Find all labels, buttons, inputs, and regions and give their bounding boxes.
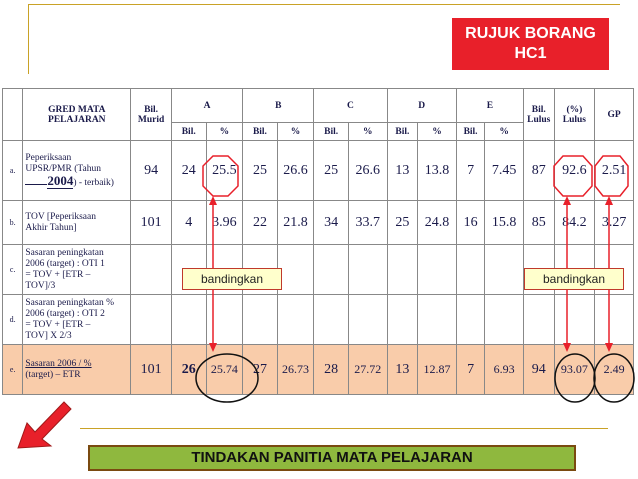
row-number: d. [3,295,23,345]
row-description: Sasaran 2006 / % (target) – ETR [23,345,131,395]
col-a: A [171,89,242,123]
cell-e-pct: 15.8 [485,201,524,245]
cell-d-pct: 12.87 [418,345,457,395]
col-bil-lulus: Bil. Lulus [523,89,554,141]
tindakan-panitia-banner: TINDAKAN PANITIA MATA PELAJARAN [88,445,576,471]
row-number: b. [3,201,23,245]
compare-arrowhead-a-up [209,196,217,205]
compare-callout-left: bandingkan [182,268,282,290]
cell-murid: 94 [131,141,172,201]
cell-lulus: 87 [523,141,554,201]
cell-b-bil: 27 [243,345,278,395]
col-d: D [387,89,456,123]
row-number: e. [3,345,23,395]
cell-c-bil: 34 [314,201,349,245]
sub-bil: Bil. [314,123,349,141]
cell-d-bil: 25 [387,201,418,245]
cell-lulus: 94 [523,345,554,395]
cell-b-bil: 25 [243,141,278,201]
cell-e-pct: 6.93 [485,345,524,395]
cell-c-pct: 27.72 [348,345,387,395]
col-gred: GRED MATA PELAJARAN [23,89,131,141]
compare-arrowhead-a-down [209,343,217,352]
cell-a-pct: 25.5 [206,141,243,201]
sub-bil: Bil. [456,123,484,141]
compare-arrowhead-pct-down [563,343,571,352]
sub-pct: % [277,123,314,141]
cell-b-pct: 26.6 [277,141,314,201]
row-number: c. [3,245,23,295]
rujuk-line-1: RUJUK BORANG [465,25,596,42]
cell-a-bil: 26 [171,345,206,395]
sub-pct: % [348,123,387,141]
cell-a-bil: 24 [171,141,206,201]
cell-a-pct: 3.96 [206,201,243,245]
cell-a-bil: 4 [171,201,206,245]
cell-d-bil: 13 [387,141,418,201]
highlight-octagon-gp [595,156,628,196]
highlight-octagon-a-pct [203,156,238,196]
cell-gp: 2.49 [595,345,634,395]
sub-pct: % [418,123,457,141]
sub-bil: Bil. [171,123,206,141]
compare-arrowhead-gp-up [605,196,613,205]
row-number: a. [3,141,23,201]
cell-d-bil: 13 [387,345,418,395]
cell-e-pct: 7.45 [485,141,524,201]
sub-bil: Bil. [387,123,418,141]
cell-pct-lulus: 84.2 [554,201,595,245]
cell-d-pct: 13.8 [418,141,457,201]
cell-b-pct: 21.8 [277,201,314,245]
compare-arrowhead-gp-down [605,343,613,352]
col-e: E [456,89,523,123]
cell-murid: 101 [131,201,172,245]
cell-c-pct: 33.7 [348,201,387,245]
cell-c-bil: 25 [314,141,349,201]
cell-gp: 2.51 [595,141,634,201]
cell-c-bil: 28 [314,345,349,395]
cell-a-pct: 25.74 [206,345,243,395]
row-description: Peperiksaan UPSR/PMR (Tahun 2004) - terbaik) [23,141,131,201]
cell-b-bil: 22 [243,201,278,245]
cell-d-pct: 24.8 [418,201,457,245]
cell-gp: 3.27 [595,201,634,245]
compare-callout-right: bandingkan [524,268,624,290]
sub-bil: Bil. [243,123,278,141]
col-b: B [243,89,314,123]
pointer-arrow-icon [18,402,71,448]
sub-pct: % [485,123,524,141]
sub-pct: % [206,123,243,141]
highlight-ellipse-gp [594,354,634,402]
col-pct-lulus: (%) Lulus [554,89,595,141]
compare-arrowhead-pct-up [563,196,571,205]
highlight-ellipse-pct-lulus [555,354,595,402]
cell-pct-lulus: 93.07 [554,345,595,395]
highlight-octagon-pct-lulus [554,156,592,196]
highlight-ellipse-a-pct [196,354,258,402]
cell-e-bil: 7 [456,141,484,201]
cell-pct-lulus: 92.6 [554,141,595,201]
cell-c-pct: 26.6 [348,141,387,201]
cell-b-pct: 26.73 [277,345,314,395]
row-description: Sasaran peningkatan % 2006 (target) : OTI 2 = TOV + [ETR – TOV] X 2/3 [23,295,131,345]
row-description: Sasaran peningkatan 2006 (target) : OTI 1 = TOV + [ETR – TOV]/3 [23,245,131,295]
rujuk-line-2: HC1 [514,45,547,62]
cell-lulus: 85 [523,201,554,245]
cell-murid: 101 [131,345,172,395]
row-description: TOV [Peperiksaan Akhir Tahun] [23,201,131,245]
exam-year: 2004 [47,172,74,188]
col-c: C [314,89,387,123]
cell-e-bil: 16 [456,201,484,245]
cell-e-bil: 7 [456,345,484,395]
col-gp: GP [595,89,634,141]
col-bil-murid: Bil. Murid [131,89,172,141]
